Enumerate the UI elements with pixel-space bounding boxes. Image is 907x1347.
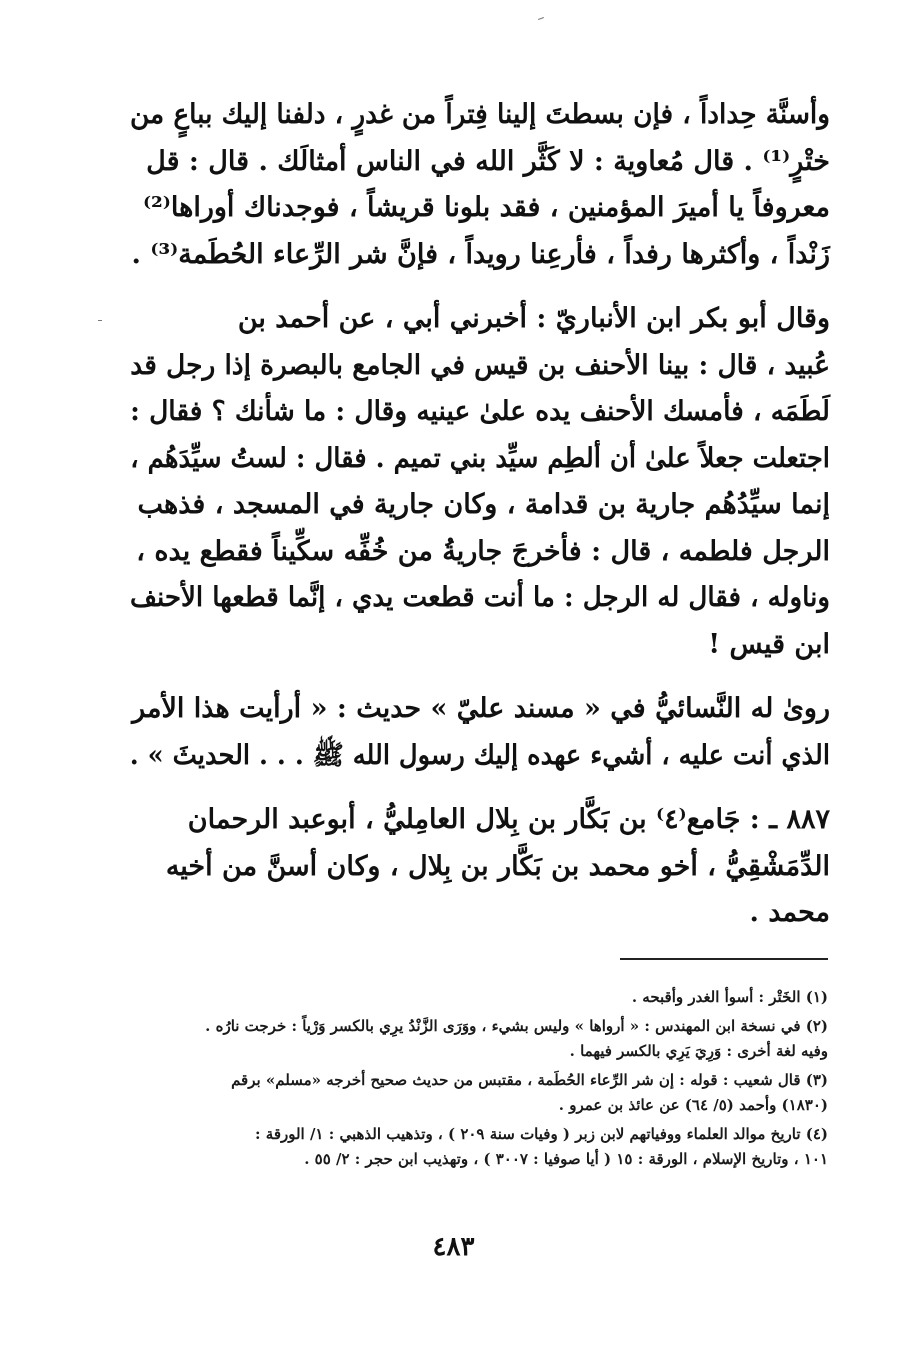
paragraph-nasai-hadith: [130, 686, 830, 779]
text-line: زَنْداً ، وأكثرها رفداً ، فأرعِنا رويداً ، فإنَّ شر الرِّعاء الحُطَمة⁽³⁾ .: [131, 238, 830, 270]
footnote-line: ١٠١ ، وتاريخ الإسلام ، الورقة : ١٥ ( أيا صوفيا : ٣٠٠٧ ) ، وتهذيب ابن حجر : ٢/ ٥٥ .: [304, 1150, 828, 1168]
text-line: إنما سيِّدُهُم جارية بن قدامة ، وكان جارية في المسجد ، فذهب: [137, 489, 830, 520]
footnote-3: [140, 1068, 828, 1118]
text-line: اجتعلت جعلاً علىٰ أن ألطِم سيِّد بني تميم . فقال : لستُ سيِّدَهُم ،: [130, 442, 831, 474]
footnote-1: [140, 985, 828, 1010]
main-text-body: [130, 92, 830, 955]
text-line: ابن قيس !: [708, 628, 830, 660]
text-line: وناوله ، فقال له الرجل : ما أنت قطعت يدي ، إنَّما قطعها الأحنف: [129, 582, 830, 613]
text-line: الرجل فلطمه ، قال : فأخرجَ جاريةُ من خُفِّه سكِّيناً فقطع يده ،: [136, 535, 830, 567]
footnote-line: وفيه لغة أخرى : وَرِيَ يَرِي بالكسر فيهما .: [569, 1042, 828, 1060]
scan-speck: [98, 320, 102, 321]
text-line: وقال أبو بكر ابن الأنباريّ : أخبرني أبي ، عن أحمد بن: [237, 303, 830, 334]
footnote-line: (٢) في نسخة ابن المهندس : « أرواها » وليس بشيء ، ووَرَى الزَّنْدُ يرِي بالكسر وَرْياً : خرجت نارُه .: [205, 1017, 828, 1035]
text-line: الدِّمَشْقِيُّ ، أخو محمد بن بَكَّار بن بِلال ، وكان أسنَّ من أخيه: [165, 850, 830, 882]
text-line: لَطَمَه ، فأمسك الأحنف يده علىٰ عينيه وقال : ما شأنك ؟ فقال :: [130, 396, 830, 427]
page-number: ٤٨٣: [432, 1232, 475, 1262]
paragraph-muawiya-dialogue: [130, 92, 830, 278]
footnote-4: [140, 1122, 828, 1172]
footnote-2: [140, 1014, 828, 1064]
text-line: ٨٨٧ ـ : جَامع⁽٤⁾ بن بَكَّار بن بِلال العامِليُّ ، أبوعبد الرحمان: [187, 804, 830, 835]
text-line: الذي أنت عليه ، أشيء عهده إليك رسول الله ﷺ . . . الحديثَ » .: [129, 739, 830, 771]
footnote-line: (١٨٣٠) وأحمد (٥/ ٦٤) عن عائذ بن عمرو .: [558, 1096, 828, 1114]
text-line: وأسنَّة حِداداً ، فإن بسطتَ إلينا فِتراً من غدرٍ ، دلفنا إليك بباعٍ من: [129, 99, 830, 130]
footnote-line: (١) الخَتْر : أسوأ الغدر وأقبحه .: [631, 988, 828, 1006]
text-line: روىٰ له النَّسائيُّ في « مسند عليّ » حديث : « أرأيت هذا الأمر: [132, 693, 830, 724]
footnote-divider: [620, 958, 828, 960]
text-line: ختْرٍ⁽¹⁾ . قال مُعاوية : لا كَثَّر الله في الناس أمثالَك . قال : قل: [146, 145, 830, 177]
footnote-line: (٣) قال شعيب : قوله : إن شر الرِّعاء الحُطَمة ، مقتبس من حديث صحيح أخرجه «مسلم» برقم: [231, 1071, 828, 1089]
footnote-line: (٤) تاريخ موالد العلماء ووفياتهم لابن زبر ( وفيات سنة ٢٠٩ ) ، وتذهيب الذهبي : ١/ الورقة :: [255, 1125, 828, 1143]
scan-speck: [538, 17, 544, 20]
text-line: محمد .: [749, 897, 830, 928]
entry-887-jami-ibn-bakkar: [130, 797, 830, 937]
footnotes-section: [140, 985, 828, 1176]
paragraph-ahnaf-story: [130, 296, 830, 668]
text-line: معروفاً يا أميرَ المؤمنين ، فقد بلونا قريشاً ، فوجدناك أوراها⁽²⁾: [142, 192, 830, 223]
text-line: عُبيد ، قال : بينا الأحنف بن قيس في الجامع بالبصرة إذا رجل قد: [130, 349, 831, 381]
